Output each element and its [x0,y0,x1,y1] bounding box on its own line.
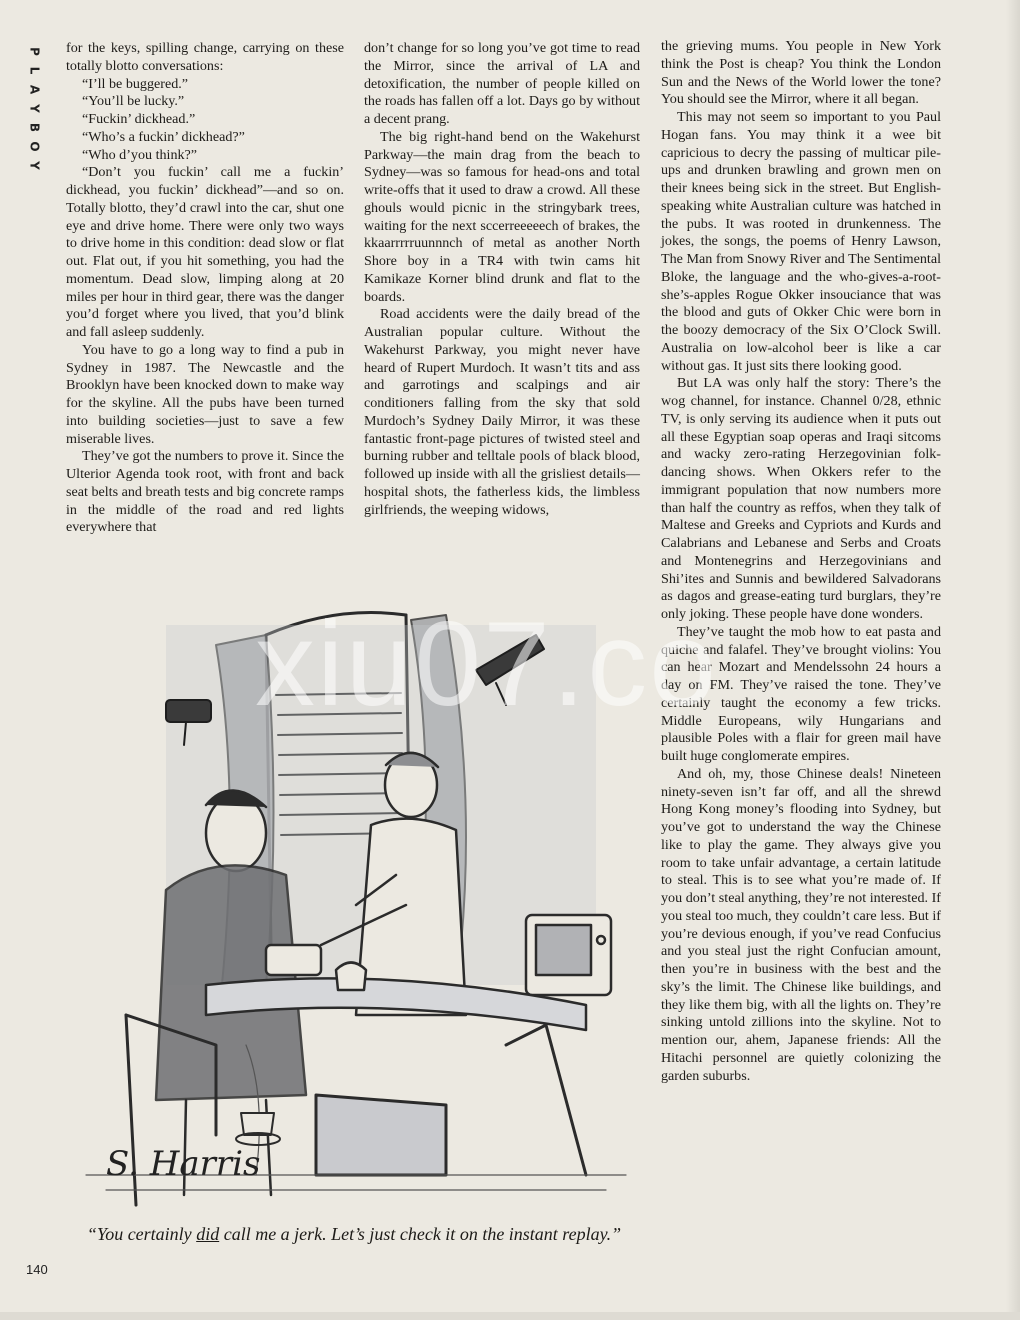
paragraph: “Who d’you think?” [82,146,198,163]
paragraph: for the keys, spilling change, carrying on these totally blotto conversations: [66,40,344,74]
page-edge-shadow [1006,0,1020,1320]
masthead-letter: O [27,141,42,152]
watermark: xiu07.co [255,597,718,731]
paragraph: “Fuckin’ dickhead.” [82,111,196,127]
artist-signature: S. Harris [106,1144,261,1184]
caption-text: “You certainly [86,1224,197,1244]
masthead-letter: A [27,84,42,95]
caption-emphasis: did [196,1224,220,1244]
paragraph: And oh, my, those Chinese deals! Nineteen ninety-seven isn’t far off, and all the shrewd Hong Kong money’s flooding into Sydney, but you’ve got to understand the way the Chinese like to play the game. They always give you room to take unfair advantage, a certain latitude to steal. This is to see what you’re made of. If you don’t steal anything, they’re not interested. If you steal too much, they couldn’t care less. But if you’re devious enough, if you’ve read Confucius and you steal just the right Confucian amount, then you’re in business with the best and the sky’s the limit. The Chinese like buildings, and they like them big, with all the lights on. They’re sinking untold zillions into the skyline. Not to mention our, ahem, Japanese friends: All the Hitachi personnel are quietly colonizing the garden suburbs. [661,765,941,1084]
playboy-masthead [24,42,44,175]
article-column-1 [66,40,344,537]
paragraph: The big right-hand bend on the Wakehurst Parkway—the main drag from the beach to Sydney—was so famous for head-ons and total write-offs that it used to draw a crowd. All these ghouls would picnic in the stringybark trees, waiting for the next sccerreeeeech of brakes, the kkaarrrrruunnnch of metal as another North Shore boy in a TR4 with twin cams hit Kamikaze Korner blind drunk and flat to the boards. [364,128,640,305]
paragraph: They’ve taught the mob how to eat pasta and quiche and falafel. They’ve brought violins: You can hear Mozart and Mendelssohn 24 hours a day on FM. They’ve raised the tone. They’ve certainly taught the economy a few tricks. Middle Europeans, wily Hungarians and plausible Poles with a flair for green mail have built huge conglomerate empires. [661,623,941,764]
caption-text: call me a jerk. Let’s just check it on the instant replay.” [219,1224,622,1244]
cartoon-caption [66,1224,642,1245]
paragraph: “I’ll be buggered.” [82,75,189,92]
masthead-letter: L [27,66,42,75]
article-column-2 [364,40,640,519]
paragraph: You have to go a long way to find a pub in Sydney in 1987. The Newcastle and the Brooklyn have been knocked down to make way for the skyline. All the pubs have been turned into building societies—just to save a few miserable lives. [66,341,344,447]
masthead-letter: B [27,122,42,133]
paragraph: “Don’t you fuckin’ call me a fuckin’ dickhead, you fuckin’ dickhead”—and so on. Totally blotto, they’d crawl into the car, shut one eye and drive home. There were only two ways to drive home in this condition: dead slow or flat out. Flat out, if you hit something, you had the momentum. Dead slow, limping along at 20 miles per hour in third gear, there was the danger you’d forget where you lived, that you’d blink and fall asleep suddenly. [66,164,344,340]
page-bottom-edge [0,1312,1020,1320]
paragraph: don’t change for so long you’ve got time to read the Mirror, since the arrival of LA and detoxification, the number of people killed on the roads has fallen off a lot. Days go by without a decent prang. [364,40,640,127]
paragraph: This may not seem so important to you Paul Hogan fans. You may think it a wee bit capricious to decry the passing of multicar pile-ups and drunken brawling and grown men on their knees being sick in the street. But English-speaking white Australian culture was hatched in the pubs. It was rooted in drunkenness. The jokes, the songs, the poems of Henry Lawson, The Man from Snowy River and The Sentimental Bloke, the language and the who-gives-a-root-she’s-apples Rogue Okker insouciance that was the blood and guts of Okker Chic were born in the boozy democracy of the Six O’Clock Swill. Australia on low-alcohol beer is like a car without gas. It just sits there looking good. [661,109,941,374]
paragraph: the grieving mums. You people in New York think the Post is cheap? You think the London Sun and the News of the World lower the tone? You should see the Mirror, where it all began. [661,38,941,108]
tv-set-drawing [526,915,611,995]
paragraph: They’ve got the numbers to prove it. Since the Ulterior Agenda took root, with front and back seat belts and breath tests and big concrete ramps in the middle of the road and red lights everywhere that [66,448,344,536]
page-number: 140 [26,1262,48,1277]
article-column-3 [661,38,941,1085]
coffee-cup-drawing [236,1113,280,1145]
paragraph: Road accidents were the daily bread of the Australian popular culture. Without the Wakehurst Parkway, you might never have heard of Rupert Murdoch. It wasn’t tits and ass and garrotings and scalpings and air conditioners falling from the sky that sold Murdoch’s Sydney Daily Mirror, it was these fantastic front-page pictures of twisted steel and burning rubber and telltale pools of black blood, followed up inside with all the grisliest details—hospital shots, the fatherless kids, the limbless girlfriends, the weeping widows, [364,306,640,518]
cartoon-illustration [66,575,642,1215]
paragraph: But LA was only half the story: There’s the wog channel, for instance. Channel 0/28, ethnic TV, is only serving its audience when it puts out all these Egyptian soap operas and Iraqi sitcoms and wacky zero-rating Herzegovinian folk-dancing shows. When Okkers refer to the immigrant population that now numbers more than half the country as reffos, when they talk of Maltese and Greeks and Cypriots and Kurds and Calabrians and Lebanese and Serbs and Croats and Montenegrins and Herzegovinians and Shi’ites and Sunnis and bewildered Salvadorans as dagos and grease-eating turd burglars, they’re only joking. These people have done wonders. [661,375,941,622]
masthead-letter: Y [27,104,42,113]
paragraph: “You’ll be lucky.” [82,93,185,110]
masthead-letter: Y [27,161,42,170]
masthead-letter: P [27,47,42,56]
paragraph: “Who’s a fuckin’ dickhead?” [82,128,245,145]
